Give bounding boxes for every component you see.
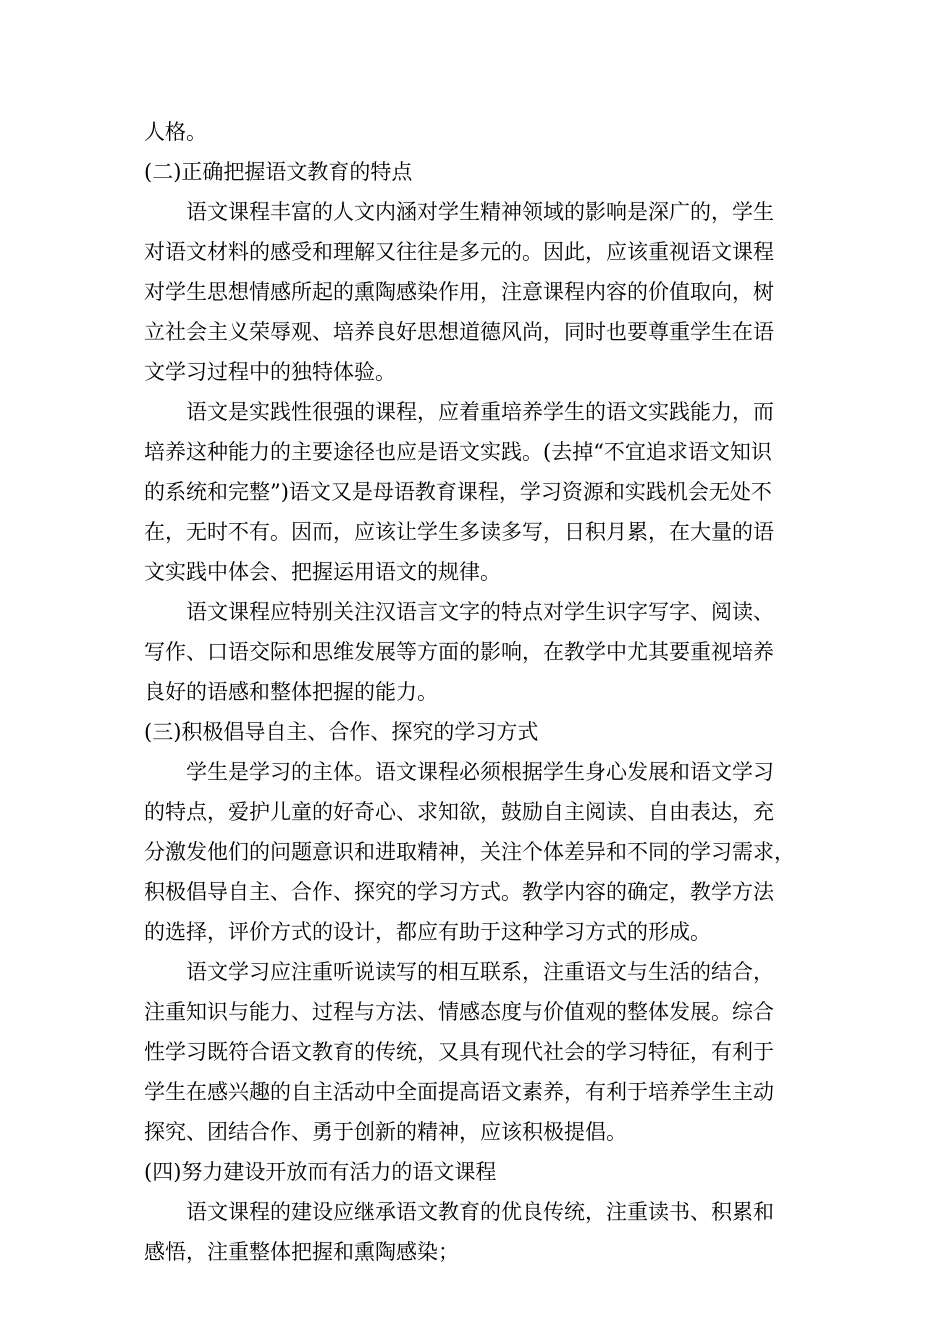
text-line: 语文课程丰富的人文内涵对学生精神领域的影响是深广的，学生: [186, 200, 774, 224]
document-page: [144, 112, 814, 1272]
text-line: 立社会主义荣辱观、培养良好思想道德风尚，同时也要尊重学生在语: [144, 320, 774, 344]
text-line: 的系统和完整”)语文又是母语教育课程，学习资源和实践机会无处不: [144, 480, 772, 504]
text-line: 分激发他们的问题意识和进取精神，关注个体差异和不同的学习需求，: [144, 840, 795, 864]
text-line: 在，无时不有。因而，应该让学生多读多写，日积月累，在大量的语: [144, 520, 774, 544]
text-line: 的特点，爱护儿童的好奇心、求知欲，鼓励自主阅读、自由表达，充: [144, 800, 774, 824]
text-line: 感悟，注重整体把握和熏陶感染；: [144, 1240, 459, 1264]
text-line: 文实践中体会、把握运用语文的规律。: [144, 560, 501, 584]
text-line: 积极倡导自主、合作、探究的学习方式。教学内容的确定，教学方法: [144, 880, 774, 904]
text-line: 良好的语感和整体把握的能力。: [144, 680, 438, 704]
text-line: 注重知识与能力、过程与方法、情感态度与价值观的整体发展。综合: [144, 1000, 774, 1024]
text-line: 对学生思想情感所起的熏陶感染作用，注意课程内容的价值取向，树: [144, 280, 774, 304]
text-line: 学生在感兴趣的自主活动中全面提高语文素养，有利于培养学生主动: [144, 1080, 774, 1104]
text-line: 语文课程应特别关注汉语言文字的特点对学生识字写字、阅读、: [186, 600, 774, 624]
section-heading: (四)努力建设开放而有活力的语文课程: [144, 1160, 497, 1184]
text-line: 培养这种能力的主要途径也应是语文实践。(去掉“不宜追求语文知识: [144, 440, 772, 464]
text-line: 语文是实践性很强的课程，应着重培养学生的语文实践能力，而: [186, 400, 774, 424]
text-line: 性学习既符合语文教育的传统，又具有现代社会的学习特征，有利于: [144, 1040, 774, 1064]
section-heading: (二)正确把握语文教育的特点: [144, 160, 413, 184]
text-line: 语文课程的建设应继承语文教育的优良传统，注重读书、积累和: [186, 1200, 774, 1224]
text-line: 的选择，评价方式的设计，都应有助于这种学习方式的形成。: [144, 920, 711, 944]
text-line: 对语文材料的感受和理解又往往是多元的。因此，应该重视语文课程: [144, 240, 774, 264]
text-line: 学生是学习的主体。语文课程必须根据学生身心发展和语文学习: [186, 760, 774, 784]
text-line: 语文学习应注重听说读写的相互联系，注重语文与生活的结合，: [186, 960, 774, 984]
text-line: 文学习过程中的独特体验。: [144, 360, 396, 384]
text-line: 探究、团结合作、勇于创新的精神，应该积极提倡。: [144, 1120, 627, 1144]
text-line: 写作、口语交际和思维发展等方面的影响，在教学中尤其要重视培养: [144, 640, 774, 664]
text-line: 人格。: [144, 120, 207, 144]
section-heading: (三)积极倡导自主、合作、探究的学习方式: [144, 720, 539, 744]
